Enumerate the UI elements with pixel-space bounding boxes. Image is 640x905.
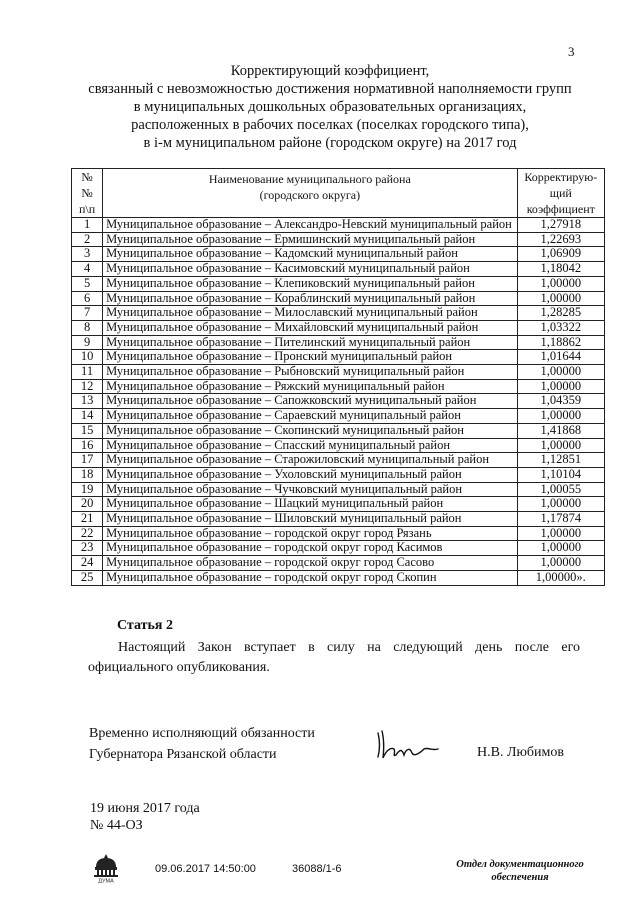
- row-coefficient: 1,10104: [517, 467, 604, 482]
- signing-date: 19 июня 2017 года: [90, 801, 200, 816]
- row-number: 25: [72, 570, 103, 585]
- table-row: [72, 320, 605, 335]
- signatory-name: Н.В. Любимов: [477, 745, 564, 760]
- table-header-row: [72, 169, 605, 218]
- row-number: 5: [72, 276, 103, 291]
- title-line-4: расположенных в рабочих поселках (поселках городского типа),: [131, 117, 529, 133]
- row-name: Муниципальное образование – Спасский муниципальный район: [103, 438, 517, 453]
- row-coefficient: 1,00000: [517, 556, 604, 571]
- row-coefficient: 1,00000: [517, 438, 604, 453]
- table-row: [72, 409, 605, 424]
- row-coefficient: 1,00055: [517, 482, 604, 497]
- row-coefficient: 1,22693: [517, 232, 604, 247]
- row-name: Муниципальное образование – Скопинский муниципальный район: [103, 423, 517, 438]
- signatory-position-line-2: Губернатора Рязанской области: [89, 747, 277, 762]
- row-coefficient: 1,00000: [517, 409, 604, 424]
- table-row: [72, 218, 605, 233]
- article-heading: Статья 2: [117, 618, 173, 633]
- title-line-2: связанный с невозможностью достижения нормативной наполняемости групп: [88, 81, 572, 97]
- row-number: 8: [72, 320, 103, 335]
- row-coefficient: 1,27918: [517, 218, 604, 233]
- row-name: Муниципальное образование – Ермишинский муниципальный район: [103, 232, 517, 247]
- row-name: Муниципальное образование – городской округ город Рязань: [103, 526, 517, 541]
- row-coefficient: 1,00000: [517, 379, 604, 394]
- row-name: Муниципальное образование – городской округ город Касимов: [103, 541, 517, 556]
- table-row: [72, 453, 605, 468]
- table-row: [72, 482, 605, 497]
- row-number: 2: [72, 232, 103, 247]
- row-coefficient: 1,06909: [517, 247, 604, 262]
- row-coefficient: 1,00000: [517, 497, 604, 512]
- row-coefficient: 1,00000: [517, 276, 604, 291]
- footer-timestamp: 09.06.2017 14:50:00: [155, 863, 256, 875]
- row-name: Муниципальное образование – городской округ город Сасово: [103, 556, 517, 571]
- table-row: [72, 291, 605, 306]
- title-line-1: Корректирующий коэффициент,: [230, 63, 430, 79]
- row-number: 24: [72, 556, 103, 571]
- row-name: Муниципальное образование – Клепиковский муниципальный район: [103, 276, 517, 291]
- row-number: 4: [72, 262, 103, 277]
- handwritten-signature: [372, 727, 442, 763]
- row-coefficient: 1,00000: [517, 365, 604, 380]
- page-number: 3: [568, 44, 575, 59]
- row-number: 6: [72, 291, 103, 306]
- row-coefficient: 1,18862: [517, 335, 604, 350]
- row-name: Муниципальное образование – Кораблинский муниципальный район: [103, 291, 517, 306]
- footer-department-line-2: обеспечения: [491, 872, 549, 883]
- row-number: 1: [72, 218, 103, 233]
- table-row: [72, 467, 605, 482]
- article-text: Настоящий Закон вступает в силу на следующий день после его официального опубликования.: [88, 640, 580, 675]
- header-coefficient: Корректирую- щий коэффициент: [517, 169, 604, 218]
- row-coefficient: 1,00000».: [517, 570, 604, 585]
- row-coefficient: 1,00000: [517, 526, 604, 541]
- law-number: № 44-ОЗ: [90, 818, 143, 833]
- signatory-position-line-1: Временно исполняющий обязанности: [89, 726, 315, 741]
- row-number: 12: [72, 379, 103, 394]
- row-name: Муниципальное образование – Милославский муниципальный район: [103, 306, 517, 321]
- table-row: [72, 379, 605, 394]
- row-name: Муниципальное образование – Старожиловский муниципальный район: [103, 453, 517, 468]
- footer-department-line-1: Отдел документационного: [456, 859, 584, 870]
- row-name: Муниципальное образование – Чучковский муниципальный район: [103, 482, 517, 497]
- row-name: Муниципальное образование – Пронский муниципальный район: [103, 350, 517, 365]
- row-number: 3: [72, 247, 103, 262]
- row-coefficient: 1,03322: [517, 320, 604, 335]
- row-name: Муниципальное образование – Шацкий муниципальный район: [103, 497, 517, 512]
- table-row: [72, 262, 605, 277]
- row-coefficient: 1,00000: [517, 541, 604, 556]
- duma-logo-icon: [92, 853, 120, 883]
- title-line-5: в i-м муниципальном районе (городском округе) на 2017 год: [143, 135, 517, 151]
- footer-code: 36088/1-6: [292, 863, 342, 875]
- table-row: [72, 350, 605, 365]
- row-name: Муниципальное образование – городской округ город Скопин: [103, 570, 517, 585]
- table-row: [72, 438, 605, 453]
- row-number: 20: [72, 497, 103, 512]
- row-name: Муниципальное образование – Пителинский муниципальный район: [103, 335, 517, 350]
- table-row: [72, 232, 605, 247]
- table-body: [72, 218, 605, 586]
- row-number: 13: [72, 394, 103, 409]
- table-row: [72, 556, 605, 571]
- header-number: № № п\п: [72, 169, 103, 218]
- row-number: 16: [72, 438, 103, 453]
- row-name: Муниципальное образование – Ухоловский муниципальный район: [103, 467, 517, 482]
- header-name: Наименование муниципального района (городского округа): [103, 169, 517, 218]
- row-number: 14: [72, 409, 103, 424]
- row-name: Муниципальное образование – Сараевский муниципальный район: [103, 409, 517, 424]
- row-name: Муниципальное образование – Касимовский муниципальный район: [103, 262, 517, 277]
- row-coefficient: 1,00000: [517, 291, 604, 306]
- row-coefficient: 1,28285: [517, 306, 604, 321]
- row-coefficient: 1,17874: [517, 512, 604, 527]
- row-number: 22: [72, 526, 103, 541]
- table-row: [72, 541, 605, 556]
- row-name: Муниципальное образование – Михайловский муниципальный район: [103, 320, 517, 335]
- row-coefficient: 1,12851: [517, 453, 604, 468]
- row-name: Муниципальное образование – Шиловский муниципальный район: [103, 512, 517, 527]
- table-row: [72, 335, 605, 350]
- row-number: 11: [72, 365, 103, 380]
- table-row: [72, 394, 605, 409]
- row-number: 9: [72, 335, 103, 350]
- row-name: Муниципальное образование – Александро-Невский муниципальный район: [103, 218, 517, 233]
- row-number: 15: [72, 423, 103, 438]
- table-row: [72, 570, 605, 585]
- table-row: [72, 365, 605, 380]
- table-row: [72, 423, 605, 438]
- row-name: Муниципальное образование – Рыбновский муниципальный район: [103, 365, 517, 380]
- table-row: [72, 247, 605, 262]
- table-row: [72, 276, 605, 291]
- row-number: 17: [72, 453, 103, 468]
- row-number: 19: [72, 482, 103, 497]
- row-number: 21: [72, 512, 103, 527]
- footer-department: [445, 858, 595, 884]
- row-name: Муниципальное образование – Сапожковский муниципальный район: [103, 394, 517, 409]
- row-coefficient: 1,18042: [517, 262, 604, 277]
- signatory-position: [89, 723, 315, 765]
- row-coefficient: 1,04359: [517, 394, 604, 409]
- row-name: Муниципальное образование – Ряжский муниципальный район: [103, 379, 517, 394]
- title-line-3: в муниципальных дошкольных образовательных организациях,: [133, 99, 527, 115]
- table-row: [72, 512, 605, 527]
- table-row: [72, 497, 605, 512]
- row-coefficient: 1,01644: [517, 350, 604, 365]
- duma-logo-text: ДУМА: [98, 878, 114, 883]
- coefficient-table: [71, 168, 605, 586]
- row-number: 7: [72, 306, 103, 321]
- row-number: 23: [72, 541, 103, 556]
- table-row: [72, 306, 605, 321]
- document-title: [40, 62, 620, 152]
- row-name: Муниципальное образование – Кадомский муниципальный район: [103, 247, 517, 262]
- row-number: 18: [72, 467, 103, 482]
- table-row: [72, 526, 605, 541]
- row-coefficient: 1,41868: [517, 423, 604, 438]
- row-number: 10: [72, 350, 103, 365]
